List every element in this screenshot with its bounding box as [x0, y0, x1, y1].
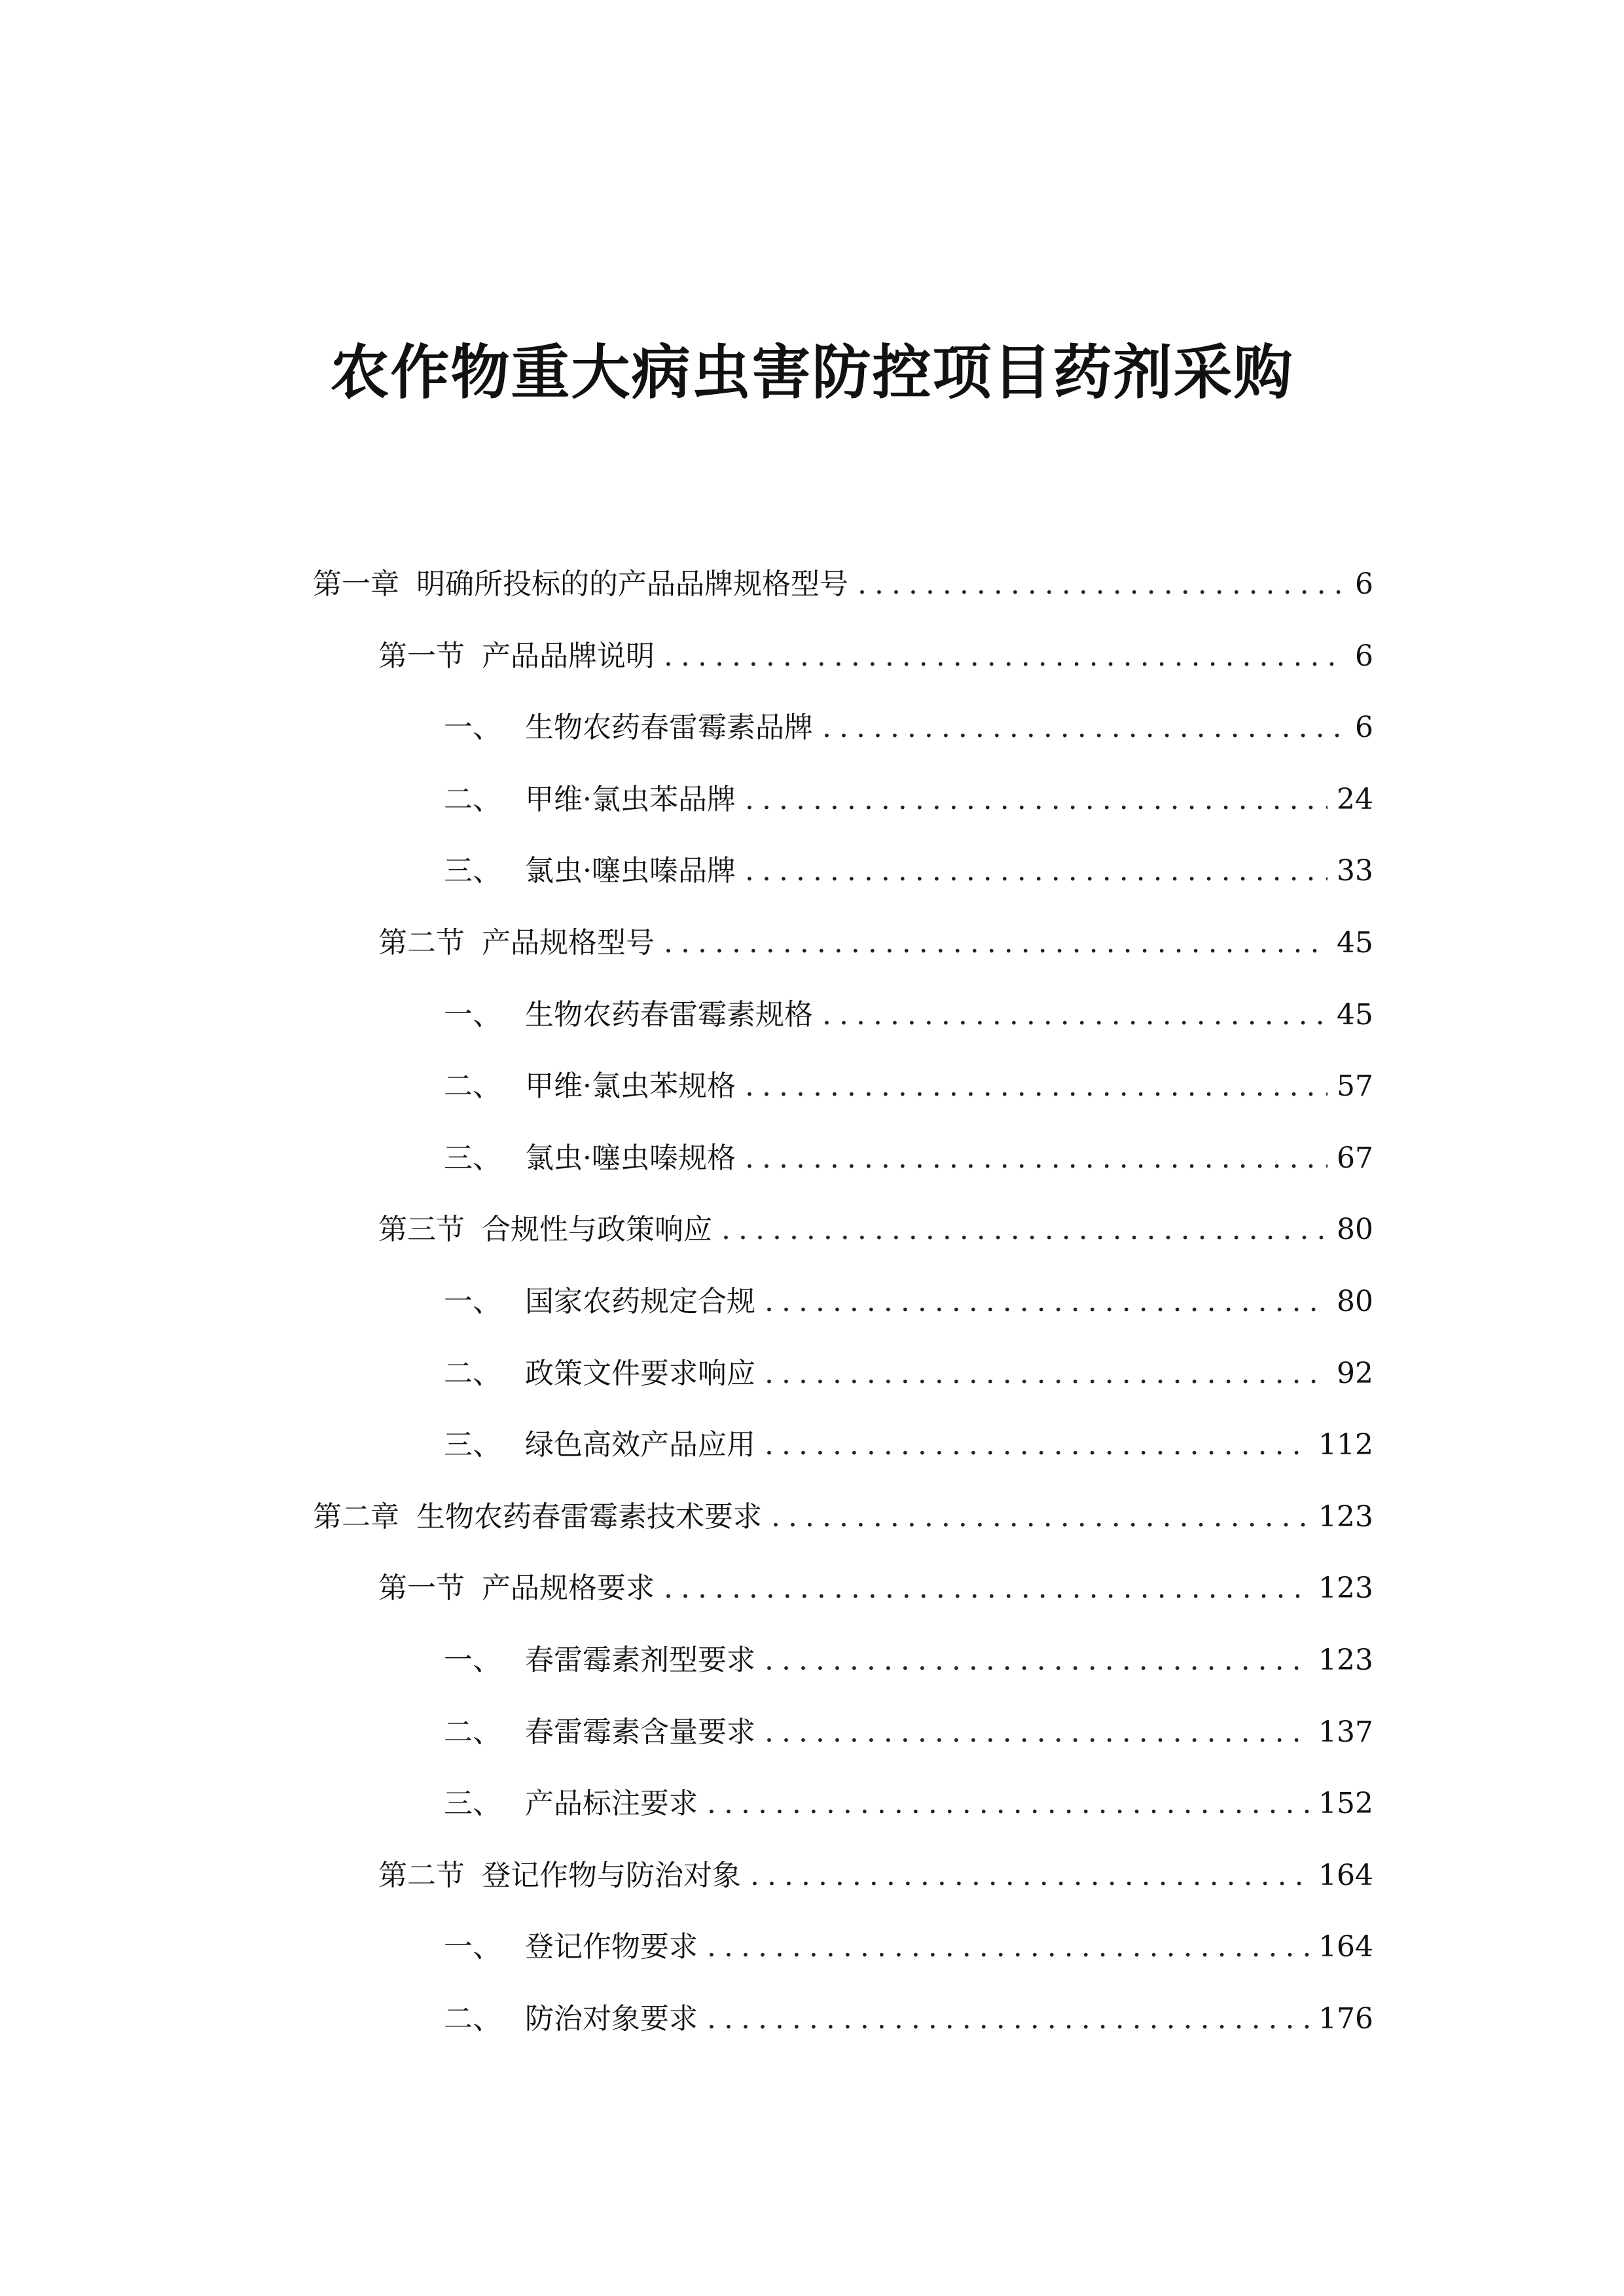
- toc-entry-page: 123: [1318, 1499, 1373, 1534]
- toc-dot-leader: [857, 548, 1346, 620]
- toc-entry[interactable]: [313, 1840, 1373, 1912]
- toc-entry[interactable]: [313, 1050, 1373, 1122]
- toc-entry[interactable]: [313, 548, 1373, 620]
- toc-entry-page: 176: [1318, 2001, 1373, 2036]
- toc-dot-leader: [745, 1122, 1327, 1194]
- toc-entry-title: 春雷霉素含量要求: [525, 1715, 755, 1749]
- toc-entry[interactable]: [313, 1911, 1373, 1983]
- toc-entry-page: 6: [1355, 639, 1373, 673]
- toc-entry-page: 164: [1318, 1930, 1373, 1964]
- toc-entry-number: 第二节: [378, 1858, 465, 1892]
- toc-entry-number: 第一节: [378, 1571, 465, 1605]
- toc-dot-leader: [707, 1768, 1309, 1840]
- toc-entry-number: 第三节: [378, 1213, 465, 1247]
- toc-entry-number: 一、: [444, 1643, 501, 1677]
- toc-entry[interactable]: [313, 1983, 1373, 2055]
- toc-entry-number: 二、: [444, 1715, 501, 1749]
- toc-entry[interactable]: [313, 1194, 1373, 1266]
- toc-entry-title: 产品品牌说明: [482, 639, 655, 673]
- toc-entry[interactable]: [313, 1481, 1373, 1553]
- toc-entry-number: 二、: [444, 1069, 501, 1103]
- toc-entry[interactable]: [313, 1122, 1373, 1194]
- toc-dot-leader: [771, 1481, 1309, 1553]
- toc-entry-number: 三、: [444, 854, 501, 888]
- toc-entry-title: 产品标注要求: [525, 1787, 698, 1821]
- toc-entry[interactable]: [313, 1768, 1373, 1840]
- toc-entry-number: 一、: [444, 1930, 501, 1964]
- toc-entry-title: 防治对象要求: [525, 2001, 698, 2036]
- toc-entry-number: 三、: [444, 1787, 501, 1821]
- toc-dot-leader: [765, 1409, 1309, 1481]
- toc-entry-title: 明确所投标的的产品品牌规格型号: [416, 567, 848, 601]
- toc-entry-page: 92: [1337, 1356, 1373, 1390]
- toc-dot-leader: [745, 835, 1327, 907]
- toc-entry-page: 152: [1318, 1787, 1373, 1821]
- toc-dot-leader: [765, 1696, 1309, 1768]
- toc-entry-page: 123: [1318, 1571, 1373, 1605]
- toc-entry-title: 政策文件要求响应: [525, 1356, 755, 1390]
- toc-entry-title: 生物农药春雷霉素技术要求: [416, 1499, 762, 1534]
- toc-dot-leader: [822, 692, 1346, 764]
- toc-entry-page: 123: [1318, 1643, 1373, 1677]
- document-title: 农作物重大病虫害防控项目药剂采购: [330, 338, 1294, 407]
- toc-entry[interactable]: [313, 1409, 1373, 1481]
- toc-entry[interactable]: [313, 1624, 1373, 1696]
- toc-dot-leader: [765, 1338, 1327, 1410]
- toc-entry-page: 6: [1355, 567, 1373, 601]
- toc-entry-number: 一、: [444, 1284, 501, 1318]
- toc-entry-number: 二、: [444, 782, 501, 816]
- toc-entry-page: 164: [1318, 1858, 1373, 1892]
- toc-dot-leader: [765, 1624, 1309, 1696]
- toc-entry-title: 产品规格要求: [482, 1571, 655, 1605]
- toc-dot-leader: [745, 1050, 1327, 1122]
- toc-entry-page: 6: [1355, 711, 1373, 745]
- toc-dot-leader: [745, 764, 1327, 836]
- toc-entry[interactable]: [313, 1266, 1373, 1338]
- toc-entry[interactable]: [313, 835, 1373, 907]
- toc-entry[interactable]: [313, 692, 1373, 764]
- toc-dot-leader: [664, 1552, 1309, 1624]
- toc-entry-number: 第一章: [313, 567, 399, 601]
- toc-dot-leader: [750, 1840, 1309, 1912]
- toc-entry-title: 登记作物与防治对象: [482, 1858, 741, 1892]
- toc-entry-title: 甲维·氯虫苯品牌: [525, 782, 736, 816]
- toc-entry-number: 第一节: [378, 639, 465, 673]
- toc-entry-title: 登记作物要求: [525, 1930, 698, 1964]
- toc-entry-title: 甲维·氯虫苯规格: [525, 1069, 736, 1103]
- toc-entry-title: 产品规格型号: [482, 925, 655, 960]
- toc-entry-number: 三、: [444, 1428, 501, 1462]
- toc-entry[interactable]: [313, 764, 1373, 836]
- toc-entry-number: 一、: [444, 997, 501, 1031]
- toc-entry-number: 第二节: [378, 925, 465, 960]
- toc-entry-title: 生物农药春雷霉素规格: [525, 997, 813, 1031]
- toc-entry-page: 80: [1337, 1213, 1373, 1247]
- toc-entry[interactable]: [313, 1338, 1373, 1410]
- toc-entry[interactable]: [313, 1552, 1373, 1624]
- toc-entry-page: 67: [1337, 1141, 1373, 1175]
- toc-entry-page: 57: [1337, 1069, 1373, 1103]
- toc-entry[interactable]: [313, 620, 1373, 692]
- toc-entry[interactable]: [313, 1696, 1373, 1768]
- toc-entry-page: 33: [1337, 854, 1373, 888]
- toc-dot-leader: [721, 1194, 1327, 1266]
- toc-entry-number: 一、: [444, 711, 501, 745]
- toc-entry-title: 氯虫·噻虫嗪规格: [525, 1141, 736, 1175]
- toc-entry-number: 二、: [444, 2001, 501, 2036]
- toc-entry-number: 第二章: [313, 1499, 399, 1534]
- toc-dot-leader: [707, 1983, 1309, 2055]
- toc-entry-title: 生物农药春雷霉素品牌: [525, 711, 813, 745]
- toc-entry-title: 国家农药规定合规: [525, 1284, 755, 1318]
- toc-entry-title: 合规性与政策响应: [482, 1213, 712, 1247]
- toc-entry-title: 春雷霉素剂型要求: [525, 1643, 755, 1677]
- toc-entry-page: 137: [1318, 1715, 1373, 1749]
- toc-entry[interactable]: [313, 979, 1373, 1051]
- toc-entry-page: 45: [1337, 925, 1373, 960]
- toc-dot-leader: [707, 1911, 1309, 1983]
- toc-dot-leader: [822, 979, 1327, 1051]
- toc-entry-number: 三、: [444, 1141, 501, 1175]
- toc-entry-title: 氯虫·噻虫嗪品牌: [525, 854, 736, 888]
- toc-dot-leader: [765, 1266, 1327, 1338]
- toc-entry-number: 二、: [444, 1356, 501, 1390]
- toc-entry-page: 45: [1337, 997, 1373, 1031]
- table-of-contents: [313, 548, 1373, 2054]
- toc-entry[interactable]: [313, 907, 1373, 979]
- toc-dot-leader: [664, 620, 1346, 692]
- toc-entry-page: 112: [1318, 1428, 1373, 1462]
- toc-dot-leader: [664, 907, 1327, 979]
- toc-entry-page: 80: [1337, 1284, 1373, 1318]
- toc-entry-title: 绿色高效产品应用: [525, 1428, 755, 1462]
- toc-entry-page: 24: [1337, 782, 1373, 816]
